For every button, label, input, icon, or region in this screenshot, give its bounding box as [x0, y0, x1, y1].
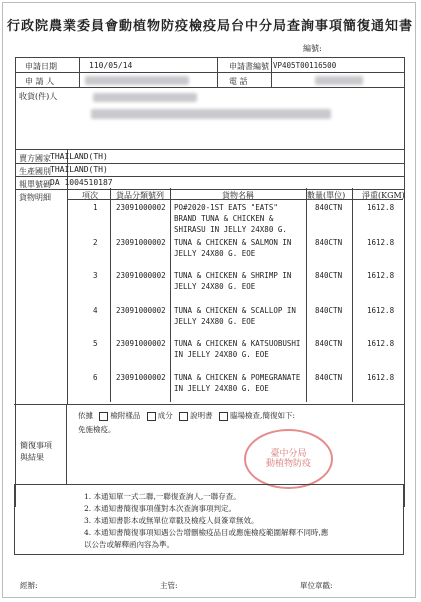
row-no: 2	[93, 238, 98, 247]
row-no: 6	[93, 373, 98, 382]
row-code: 23091000002	[116, 339, 166, 348]
checkbox-sample[interactable]	[99, 412, 108, 421]
origin-value: THAILAND(TH)	[50, 165, 108, 174]
row-no: 3	[93, 271, 98, 280]
seller-country-label: 賣方國家	[19, 154, 51, 163]
list-item: 1. 本通知單一式二聯,一聯復查詢人,一聯存查。	[84, 492, 241, 501]
row-weight: 1612.8	[367, 271, 395, 280]
option-sample: 檢附樣品	[110, 411, 141, 420]
footer-handler: 經辦:	[20, 581, 38, 590]
list-item: 以公告或解釋函內容為準。	[84, 540, 174, 549]
row-code: 23091000002	[116, 306, 166, 315]
phone-redacted	[315, 76, 363, 85]
basis-label: 依據	[78, 411, 93, 420]
checkbox-ingredients[interactable]	[147, 412, 156, 421]
list-item: 3. 本通知書影本或無單位章戳及檢疫人員簽章無效。	[84, 516, 259, 525]
seal-text: 臺中分局 動植物防疫	[265, 449, 311, 469]
row-name: TUNA & CHICKEN & POMEGRANATE IN JELLY 24X80 G. EOE	[174, 373, 301, 393]
recipient-address-redacted	[91, 109, 331, 119]
list-item: 2. 本通知書簡復事項僅對本次查詢事項判定。	[84, 504, 237, 513]
option-manual: 說明書	[190, 411, 213, 420]
row-no: 5	[93, 339, 98, 348]
phone-label: 電 話	[229, 77, 248, 86]
date-value: 110/05/14	[89, 61, 133, 70]
row-weight: 1612.8	[367, 373, 395, 382]
row-weight: 1612.8	[367, 238, 395, 247]
row-name: TUNA & CHICKEN & SCALLOP IN JELLY 24X80 G. EOE	[174, 306, 296, 326]
basis-row	[78, 410, 295, 421]
row-name: TUNA & CHICKEN & SHRIMP IN JELLY 24X80 G. EOE	[174, 271, 292, 291]
document-title: 行政院農業委員會動植物防疫檢疫局台中分局查詢事項簡復通知書	[6, 19, 413, 34]
result-text: 免施檢疫。	[78, 425, 116, 434]
row-code: 23091000002	[116, 373, 166, 382]
row-qty: 840CTN	[315, 238, 343, 247]
seller-country-value: THAILAND(TH)	[50, 152, 108, 161]
date-label: 申請日期	[25, 62, 57, 71]
row-name: TUNA & CHICKEN & SALMON IN JELLY 24X80 G. EOE	[174, 238, 292, 258]
option-ingredients: 成分	[157, 411, 173, 420]
goods-label: 貨物明細	[19, 193, 51, 202]
row-qty: 840CTN	[315, 306, 343, 315]
row-qty: 840CTN	[315, 339, 343, 348]
recipient-name-redacted	[93, 93, 197, 102]
official-seal	[244, 429, 333, 489]
col-name: 貨物名稱	[222, 191, 254, 200]
col-code: 貨品分類號列	[116, 191, 164, 200]
checkbox-onsite[interactable]	[219, 412, 228, 421]
app-no-label: 申請書編號	[229, 62, 269, 71]
row-code: 23091000002	[116, 238, 166, 247]
footer-chief: 主管:	[160, 581, 178, 590]
report-label: 報單號碼	[19, 180, 51, 189]
row-name: TUNA & CHICKEN & KATSUOBUSHI IN JELLY 24X80 G. EOE	[174, 339, 301, 359]
col-no: 項次	[82, 191, 98, 200]
row-code: 23091000002	[116, 271, 166, 280]
serial-label: 編號:	[303, 44, 322, 53]
row-weight: 1612.8	[367, 339, 395, 348]
row-qty: 840CTN	[315, 271, 343, 280]
result-label: 簡復事項 與結果	[20, 441, 52, 462]
footer-seal: 單位章戳:	[300, 581, 333, 590]
origin-label: 生產國別	[19, 167, 51, 176]
form-top-border	[15, 57, 405, 58]
applicant-label: 申 請 人	[25, 77, 55, 86]
form-left-border	[15, 57, 16, 507]
row-no: 1	[93, 203, 98, 212]
row-name: PO#2020-1ST EATS "EATS" BRAND TUNA & CHICKEN & SHIRASU IN JELLY 24X80 G.	[174, 203, 287, 234]
row-weight: 1612.8	[367, 306, 395, 315]
row-weight: 1612.8	[367, 203, 395, 212]
col-qty: 數量(單位)	[307, 191, 346, 200]
applicant-redacted	[85, 76, 189, 85]
option-onsite: 臨場檢查,簡復如下:	[230, 411, 295, 420]
report-value: DA 1004510187	[50, 178, 113, 187]
row-no: 4	[93, 306, 98, 315]
row-qty: 840CTN	[315, 203, 343, 212]
row-code: 23091000002	[116, 203, 166, 212]
recipient-label: 收貨(件)人	[19, 92, 58, 101]
col-weight: 淨重(KGM)	[362, 191, 405, 200]
app-no-value: VP405T00116500	[273, 61, 337, 70]
checkbox-manual[interactable]	[179, 412, 188, 421]
form-right-border	[404, 57, 405, 507]
row-qty: 840CTN	[315, 373, 343, 382]
list-item: 4. 本通知書簡復事項知遇公告增刪檢疫品目或應施檢疫範圍解釋不同時,應	[84, 528, 329, 537]
